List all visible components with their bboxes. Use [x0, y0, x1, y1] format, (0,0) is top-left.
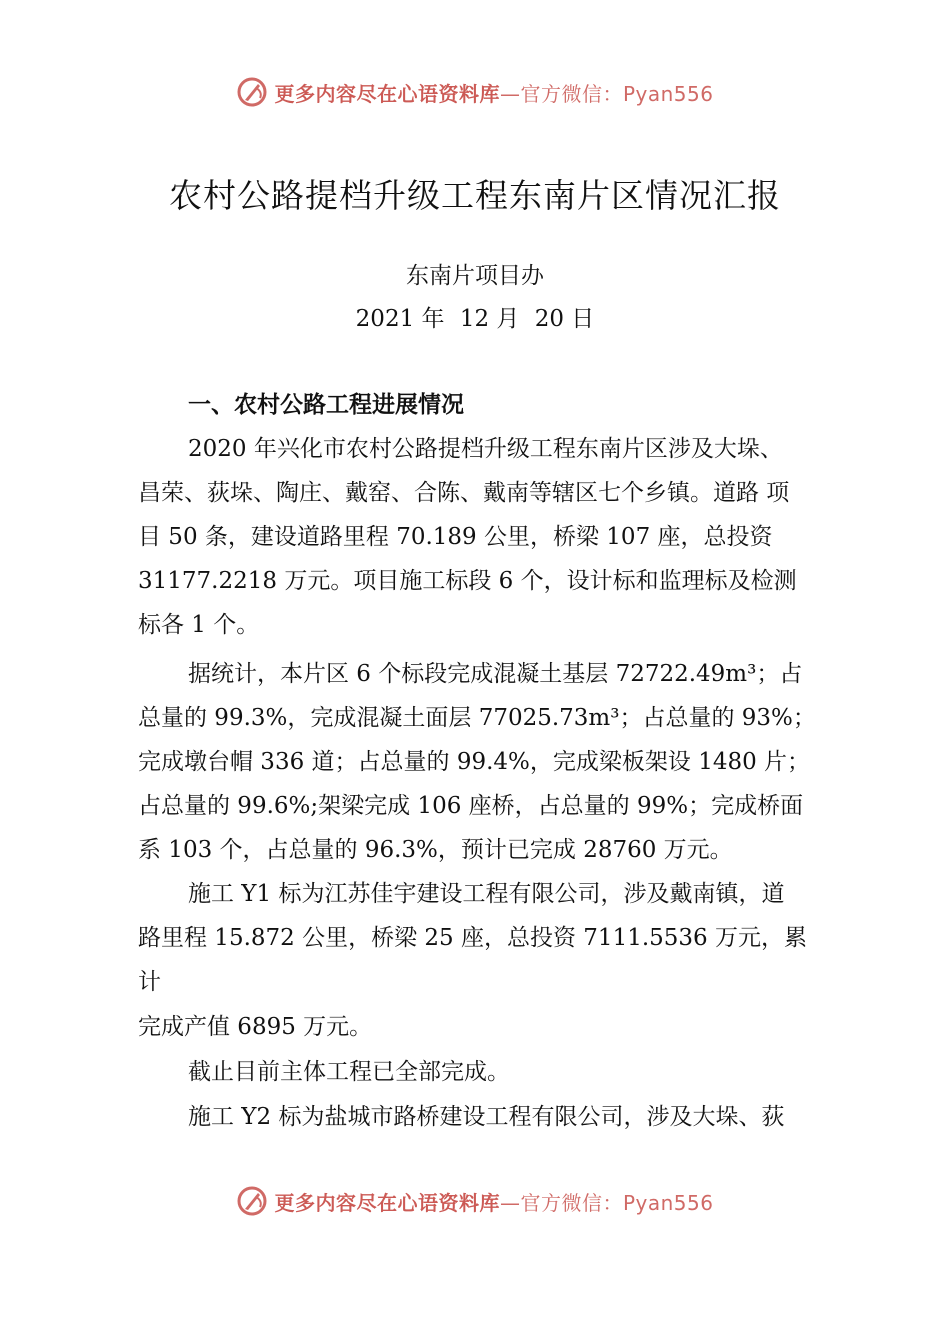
quill-pen-circle-icon	[236, 1185, 268, 1217]
watermark-header	[0, 72, 950, 112]
body-line: 路里程 15.872 公里，桥梁 25 座，总投资 7111.5536 万元，累	[138, 925, 807, 951]
section-heading: 一、农村公路工程进展情况	[188, 392, 464, 418]
body-line: 据统计，本片区 6 个标段完成混凝土基层 72722.49m³；占	[188, 661, 803, 687]
document-title: 农村公路提档升级工程东南片区情况汇报	[169, 176, 781, 215]
body-line: 昌荣、荻垛、陶庄、戴窑、合陈、戴南等辖区七个乡镇。道路 项	[138, 480, 790, 506]
document-date	[0, 300, 950, 333]
body-line: 2020 年兴化市农村公路提档升级工程东南片区涉及大垛、	[188, 436, 783, 462]
body-line: 完成墩台帽 336 道；占总量的 99.4%，完成梁板架设 1480 片；	[138, 749, 811, 775]
body-line: 计	[138, 969, 161, 995]
watermark-text: 更多内容尽在心语资料库—官方微信：Pyan556	[274, 1190, 714, 1215]
quill-pen-circle-icon	[236, 76, 268, 108]
date-year: 2021 年	[355, 306, 445, 332]
body-line: 目 50 条，建设道路里程 70.189 公里，桥梁 107 座，总投资	[138, 524, 773, 550]
date-month: 12 月	[459, 306, 520, 332]
watermark-footer	[0, 1181, 950, 1221]
body-line: 占总量的 99.6%;架梁完成 106 座桥，占总量的 99%；完成桥面	[138, 793, 804, 819]
body-line: 系 103 个，占总量的 96.3%，预计已完成 28760 万元。	[138, 837, 733, 863]
body-line: 施工 Y1 标为江苏佳宇建设工程有限公司，涉及戴南镇，道	[188, 881, 785, 907]
date-day: 20 日	[534, 306, 595, 332]
body-line: 施工 Y2 标为盐城市路桥建设工程有限公司，涉及大垛、荻	[188, 1104, 785, 1130]
body-line: 总量的 99.3%，完成混凝土面层 77025.73m³；占总量的 93%；	[138, 705, 816, 731]
body-line: 标各 1 个。	[138, 612, 260, 638]
issuing-office: 东南片项目办	[406, 263, 544, 289]
watermark-text: 更多内容尽在心语资料库—官方微信：Pyan556	[274, 81, 714, 106]
body-line: 截止目前主体工程已全部完成。	[188, 1059, 510, 1085]
body-line: 完成产值 6895 万元。	[138, 1014, 373, 1040]
body-line: 31177.2218 万元。项目施工标段 6 个，设计标和监理标及检测	[138, 568, 797, 594]
